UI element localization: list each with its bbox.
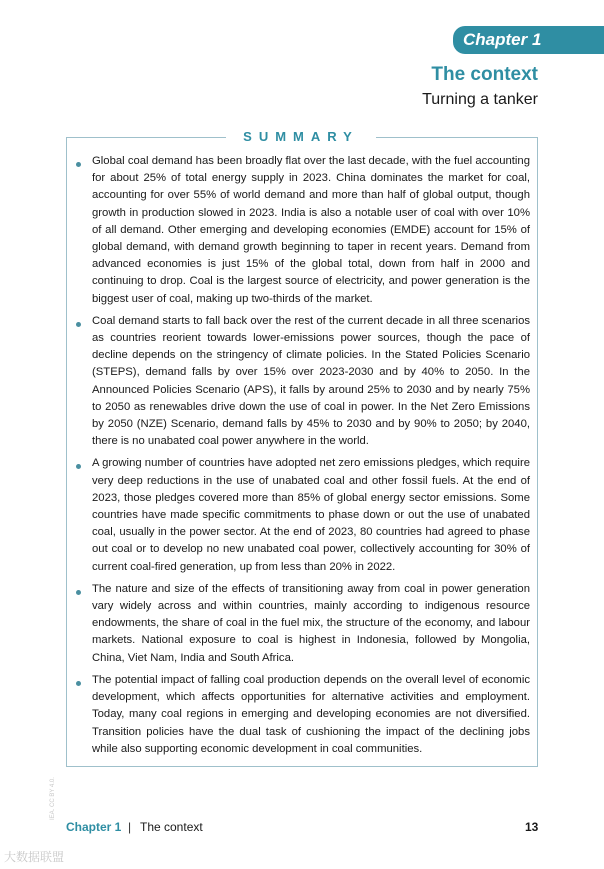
page-number: 13 <box>525 820 539 834</box>
watermark: 大数据联盟 <box>4 850 65 864</box>
bullet-text: Coal demand starts to fall back over the rest of the current decade in all three scenarios as countries reorient towards lower-emissions power sources, though the pace of decline depends on the stringency of climate policies. In the Stated Policies Scenario (STEPS), demand falls by over 15% over 2023-2030 and by 40% to 2050. In the Announced Policies Scenario (APS), it falls by around 25% to 2030 and by nearly 75% to 2050 as renewables drive down the use of coal in power. In the Net Zero Emissions by 2050 (NZE) Scenario, demand falls by 45% to 2030 and by 90% to 2050; by 2040, there is no unabated coal power anywhere in the world. <box>92 314 530 448</box>
summary-bullet <box>74 581 530 667</box>
summary-bullet-list <box>74 153 530 763</box>
footer-section: The context <box>140 820 203 834</box>
bullet-dot-icon <box>76 464 81 469</box>
bullet-dot-icon <box>76 322 81 327</box>
bullet-text: The potential impact of falling coal production depends on the overall level of economic development, which affects opportunities for alternative activities and employment. Today, many coal regions in emerging and developing economies are not diversified. Transition policies have the dual task of cushioning the impact of the declining jobs while also supporting economic development in coal communities. <box>92 673 530 755</box>
summary-bullet <box>74 455 530 575</box>
bullet-dot-icon <box>76 681 81 686</box>
footer-chapter: Chapter 1 <box>66 820 122 834</box>
bullet-text: The nature and size of the effects of transitioning away from coal in power generation vary widely across and within countries, mainly according to indigenous resource endowments, the share of coal in the fuel mix, the structure of the economy, and labour markets. National exposure to coal is highest in Indonesia, followed by Mongolia, China, Viet Nam, India and South Africa. <box>92 582 530 664</box>
summary-bullet <box>74 672 530 758</box>
bullet-text: Global coal demand has been broadly flat over the last decade, with the fuel accounting for about 25% of total energy supply in 2023. China dominates the market for coal, accounting for over 55% of world demand and more than half of global output, though growth in production slowed in 2023. India is also a notable user of coal with over 10% of all demand. Other emerging and developing economies (EMDE) account for 15% of global demand, with demand growth beginning to taper in recent years. Demand from advanced economies is just 15% of the global total, down from half in 2000 and continuing to drop. Coal is the largest source of electricity, and power generation is the biggest user of coal, making up two-thirds of the market. <box>92 155 530 305</box>
page-subtitle: Turning a tanker <box>422 91 538 108</box>
footer-separator: | <box>128 820 132 834</box>
bullet-text: A growing number of countries have adopted net zero emissions pledges, which require very deep reductions in the use of unabated coal and other fossil fuels. At the end of 2023, those pledges covered more than 85% of global energy sector emissions. Some countries have made specific commitments to phase down or out the use of unabated coal, usually in the power sector. At the end of 2023, 80 countries had agreed to phase out coal or to develop no new unabated coal power, collectively accounting for 30% of current coal-fired generation, up from less than 20% in 2022. <box>92 457 530 573</box>
bullet-dot-icon <box>76 162 81 167</box>
summary-bullet <box>74 313 530 451</box>
page-title: The context <box>431 64 538 85</box>
summary-heading: SUMMARY <box>226 129 376 144</box>
bullet-dot-icon <box>76 590 81 595</box>
license-note: IEA. CC BY 4.0. <box>50 777 56 820</box>
summary-bullet <box>74 153 530 308</box>
chapter-tab: Chapter 1 <box>453 26 604 54</box>
